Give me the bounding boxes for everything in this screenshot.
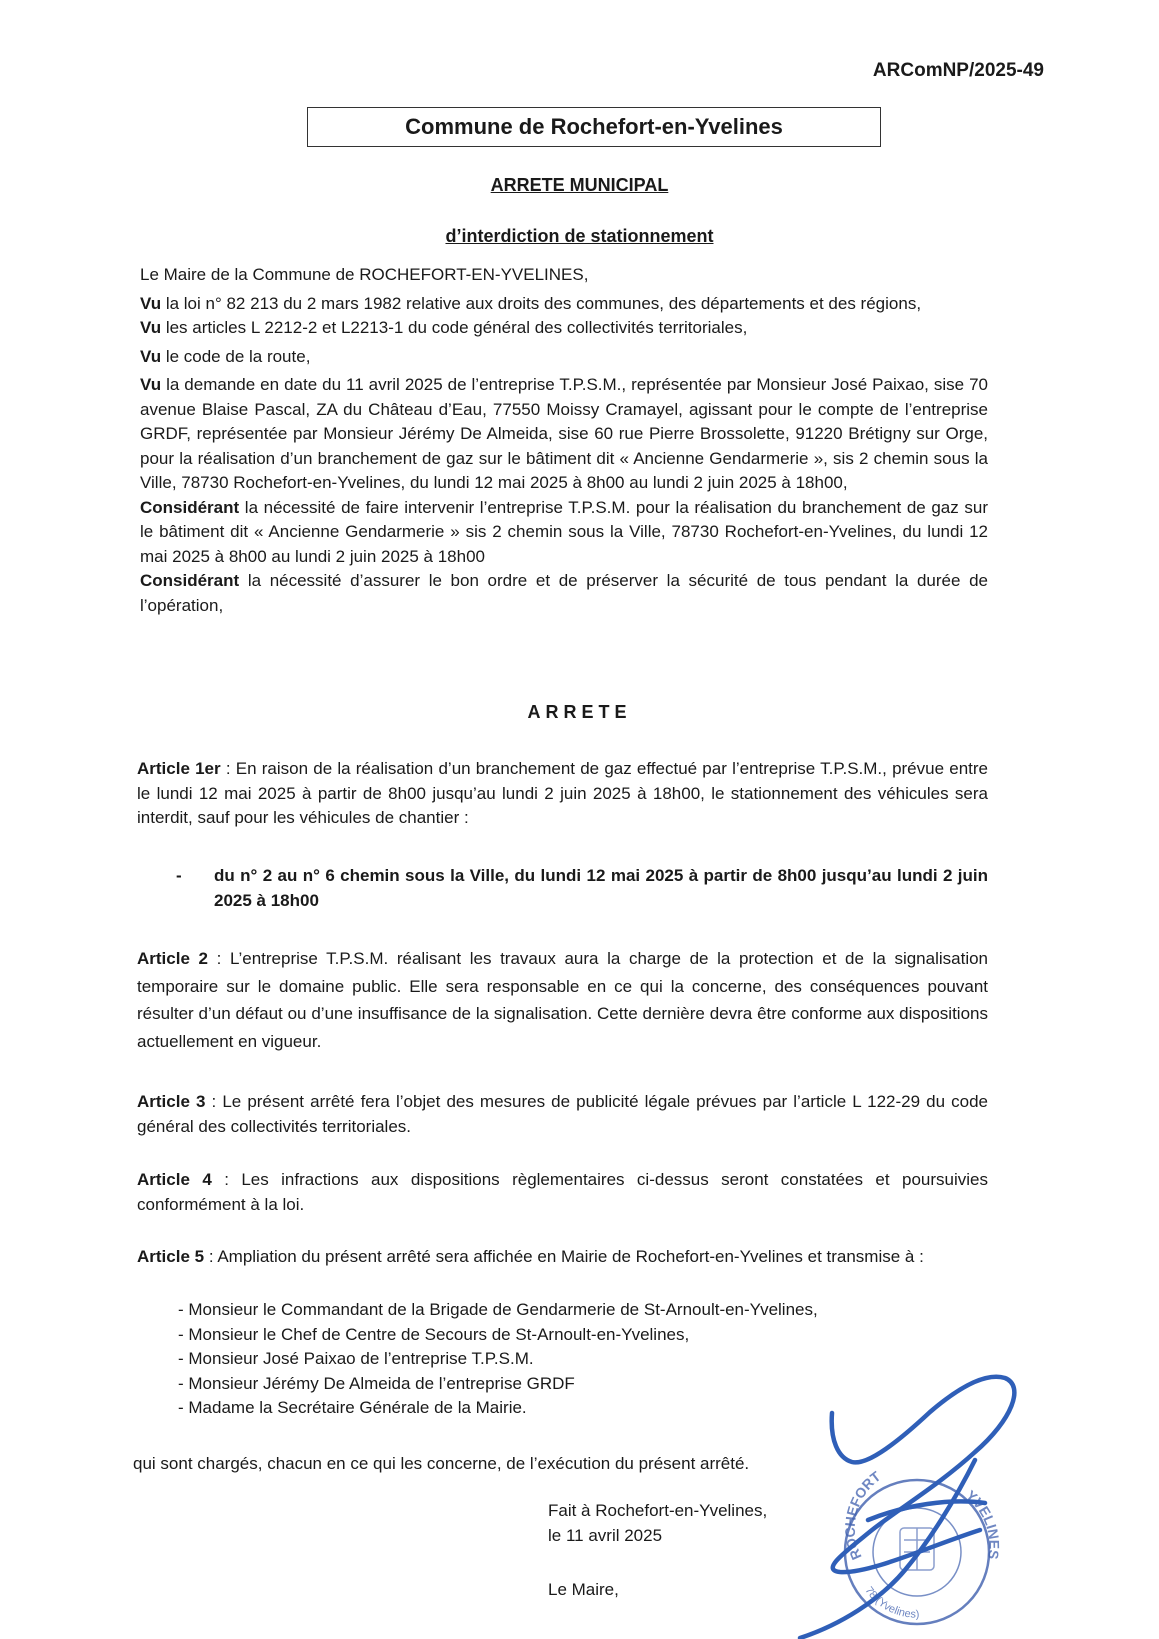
- reference-number: ARComNP/2025-49: [872, 60, 1044, 81]
- recipient-item: - Monsieur Jérémy De Almeida de l’entreprise GRDF: [178, 1373, 575, 1393]
- vu-lead: Vu: [140, 375, 162, 394]
- vu-lead: Vu: [140, 293, 162, 313]
- arrete-heading: ARRETE: [527, 702, 632, 722]
- bullet-dash: -: [176, 866, 182, 885]
- handwritten-signature: [800, 1377, 1014, 1638]
- article-2-label: Article 2: [137, 949, 208, 968]
- considerant-lead: Considérant: [140, 497, 240, 517]
- bullet-text: du n° 2 au n° 6 chemin sous la Ville, du lundi 12 mai 2025 à partir de 8h00 jusqu’au lundi 2 juin 2025 à 18h00: [214, 866, 988, 910]
- heading-interdiction: d’interdiction de stationnement: [445, 226, 714, 246]
- stamp-text-right: YVELINES: [963, 1486, 1003, 1561]
- article-2-text: : L’entreprise T.P.S.M. réalisant les travaux aura la charge de la protection et de la signalisation temporaire sur le domaine public. Elle sera responsable en ce qui la concerne, des conséquences pouvant résulter d’un défaut ou d’une insuffisance de la signalisation. Cette dernière devra être conforme aux dispositions actuellement en vigueur.: [137, 949, 989, 1051]
- vu-lead: Vu: [140, 346, 162, 366]
- signatory-title: Le Maire,: [548, 1580, 619, 1599]
- fait-date: le 11 avril 2025: [548, 1526, 663, 1545]
- vu-text: les articles L 2212-2 et L2213-1 du code général des collectivités territoriales,: [161, 318, 748, 337]
- commune-title: Commune de Rochefort-en-Yvelines: [405, 114, 783, 139]
- article-3-text: : Le présent arrêté fera l’objet des mesures de publicité légale prévues par l’article L 122-29 du code général des collectivités territoriales.: [137, 1092, 989, 1136]
- article-4-label: Article 4: [137, 1170, 212, 1189]
- heading-arrete-municipal: ARRETE MUNICIPAL: [490, 175, 669, 195]
- vu-lead: Vu: [140, 318, 162, 337]
- stamp-text-top: ROCHEFORT: [841, 1467, 884, 1563]
- intro-line: Le Maire de la Commune de ROCHEFORT-EN-YVELINES,: [140, 265, 589, 284]
- recipient-item: - Madame la Secrétaire Générale de la Mairie.: [178, 1398, 527, 1417]
- article-1-text: : En raison de la réalisation d’un branchement de gaz effectué par l’entreprise T.P.S.M., prévue entre le lundi 12 mai 2025 à partir de 8h00 jusqu’au lundi 2 juin 2025 à 18h00, le stationnement des véhicules sera interdit, sauf pour les véhicules de chantier :: [137, 759, 988, 827]
- vu-text: la demande en date du 11 avril 2025 de l’entreprise T.P.S.M., représentée par Monsieur José Paixao, sise 70 avenue Blaise Pascal, ZA du Château d’Eau, 77550 Moissy Cramayel, agissant pour le compte de l’entreprise GRDF, représentée par Monsieur Jérémy De Almeida, sise 60 rue Pierre Brossolette, 91220 Brétigny sur Orge, pour la réalisation d’un branchement de gaz sur le bâtiment dit « Ancienne Gendarmerie », sis 2 chemin sous la Ville, 78730 Rochefort-en-Yvelines, du lundi 12 mai 2025 à 8h00 au lundi 2 juin 2025 à 18h00,: [140, 375, 988, 492]
- article-4-text: : Les infractions aux dispositions règlementaires ci-dessus seront constatées et poursuivies conformément à la loi.: [137, 1170, 988, 1214]
- recipient-item: - Monsieur José Paixao de l’entreprise T.P.S.M.: [178, 1349, 534, 1368]
- recipient-item: - Monsieur le Chef de Centre de Secours de St-Arnoult-en-Yvelines,: [178, 1324, 690, 1344]
- vu-text: le code de la route,: [161, 346, 311, 366]
- closing-line: qui sont chargés, chacun en ce qui les concerne, de l’exécution du présent arrêté.: [133, 1454, 750, 1473]
- recipient-item: - Monsieur le Commandant de la Brigade de Gendarmerie de St-Arnoult-en-Yvelines,: [178, 1300, 818, 1319]
- considerant-lead: Considérant: [140, 571, 240, 590]
- stamp-text-bottom: 78 (Yvelines): [862, 1584, 920, 1621]
- fait-place: Fait à Rochefort-en-Yvelines,: [548, 1501, 768, 1520]
- considerant-text: la nécessité de faire intervenir l’entreprise T.P.S.M. pour la réalisation du branchement de gaz sur le bâtiment dit « Ancienne Gendarmerie » sis 2 chemin sous la Ville, 78730 Rochefort-en-Yvelines, du lundi 12 mai 2025 à 8h00 au lundi 2 juin 2025 à 18h00: [140, 497, 988, 566]
- article-5-text: : Ampliation du présent arrêté sera affichée en Mairie de Rochefort-en-Yvelines et transmise à :: [204, 1247, 924, 1266]
- article-1-label: Article 1er: [137, 759, 221, 778]
- article-3-label: Article 3: [137, 1092, 206, 1111]
- article-5-label: Article 5: [137, 1247, 205, 1266]
- vu-text: la loi n° 82 213 du 2 mars 1982 relative aux droits des communes, des départements et des régions,: [161, 293, 922, 313]
- considerant-text: la nécessité d’assurer le bon ordre et de préserver la sécurité de tous pendant la durée de l’opération,: [140, 571, 988, 615]
